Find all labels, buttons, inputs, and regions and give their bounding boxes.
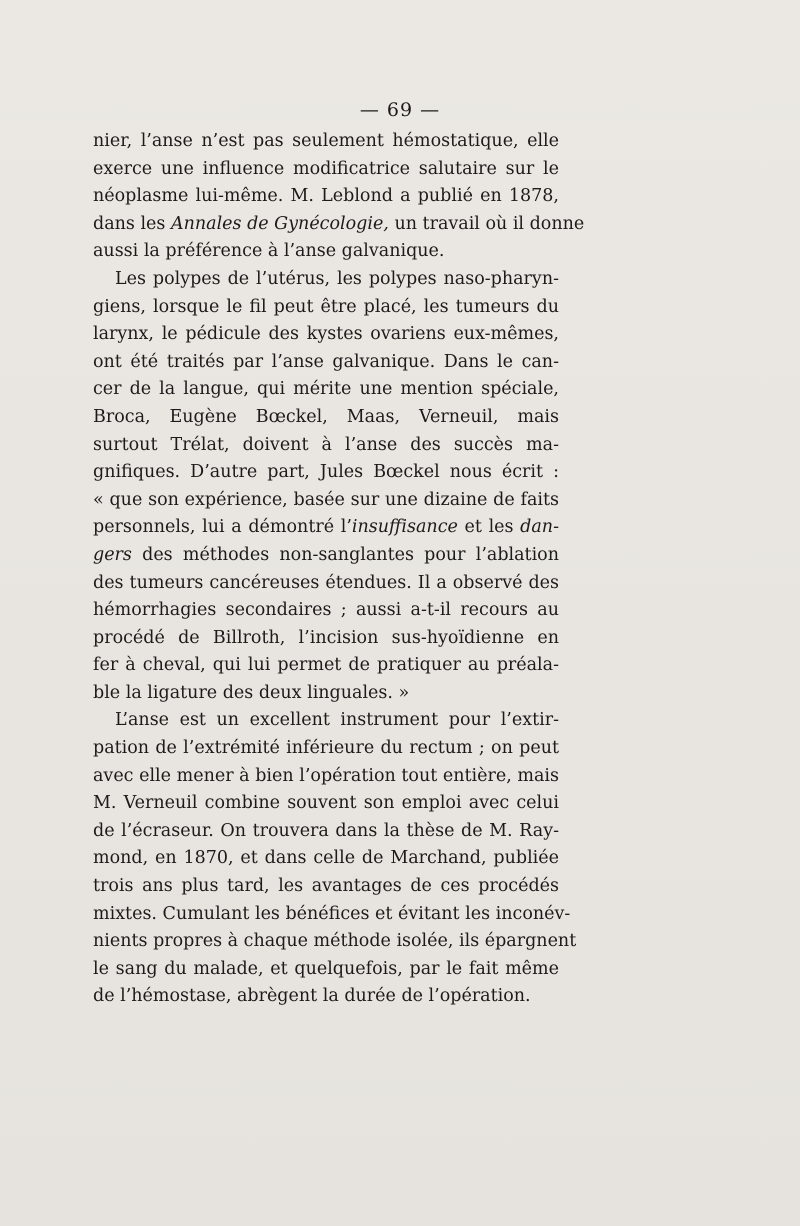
text-segment: de l’écraseur. On trouvera dans la thèse de M. Ray- [93, 820, 559, 841]
text-segment: ble la ligature des deux linguales. » [93, 682, 410, 703]
text-line [93, 349, 559, 377]
text-line [93, 570, 559, 598]
text-line [93, 680, 559, 708]
text-line [93, 845, 559, 873]
text-line [93, 707, 559, 735]
text-segment: mixtes. Cumulant les bénéfices et évitant les inconév- [93, 903, 571, 924]
text-line [93, 901, 571, 929]
paragraph [93, 128, 585, 266]
text-segment: nients propres à chaque méthode isolée, ils épargnent [93, 931, 577, 952]
text-line [93, 763, 559, 791]
text-segment: des tumeurs cancéreuses étendues. Il a observé des [93, 572, 559, 593]
text-segment: un travail où il donne [388, 213, 585, 234]
text-line [93, 211, 585, 239]
body-text [93, 128, 585, 1011]
text-segment: le sang du malade, et quelquefois, par le fait même [93, 958, 559, 979]
text-line [93, 597, 559, 625]
text-line [93, 459, 559, 487]
text-segment: surtout Trélat, doivent à l’anse des succès ma- [93, 434, 559, 455]
italic-segment: gers [93, 544, 132, 565]
italic-segment: insuffisance [351, 517, 458, 538]
text-line [93, 818, 559, 846]
text-segment: néoplasme lui-même. M. Leblond a publié en 1878, [93, 186, 559, 207]
text-segment: fer à cheval, qui lui permet de pratiquer au préala- [93, 655, 559, 676]
text-line [93, 542, 559, 570]
text-segment: hémorrhagies secondaires ; aussi a-t-il recours au [93, 600, 559, 621]
text-line [93, 404, 559, 432]
text-line [93, 432, 559, 460]
italic-segment: dan- [520, 517, 559, 538]
paragraph [93, 707, 577, 1011]
text-segment: L’anse est un excellent instrument pour l’extir- [115, 710, 559, 731]
text-line [93, 928, 577, 956]
text-line [93, 487, 559, 515]
text-segment: personnels, lui a démontré l’ [93, 517, 352, 538]
text-segment: M. Verneuil combine souvent son emploi avec celui [93, 793, 559, 814]
text-line [93, 156, 559, 184]
italic-segment: Annales de Gynécologie, [170, 213, 389, 234]
text-segment: et les [457, 517, 521, 538]
text-segment: « que son expérience, basée sur une dizaine de faits [93, 489, 559, 510]
text-segment: exerce une influence modificatrice salutaire sur le [93, 158, 559, 179]
text-segment: procédé de Billroth, l’incision sus-hyoïdienne en [93, 627, 559, 648]
text-segment: trois ans plus tard, les avantages de ces procédés [93, 876, 559, 897]
text-segment: nier, l’anse n’est pas seulement hémostatique, elle [93, 131, 559, 151]
text-line [93, 873, 559, 901]
text-line [93, 983, 559, 1011]
text-line [93, 956, 559, 984]
text-segment: mond, en 1870, et dans celle de Marchand, publiée [93, 848, 559, 869]
text-segment: des méthodes non-sanglantes pour l’ablation [131, 544, 559, 565]
text-line [93, 266, 559, 294]
text-line [93, 128, 559, 156]
text-segment: avec elle mener à bien l’opération tout entière, mais [93, 765, 559, 786]
text-line [93, 376, 559, 404]
text-segment: Broca, Eugène Bœckel, Maas, Verneuil, mais [93, 406, 559, 427]
text-segment: giens, lorsque le fil peut être placé, les tumeurs du [93, 296, 559, 317]
text-line [93, 514, 559, 542]
text-segment: dans les [93, 213, 171, 234]
text-segment: ont été traités par l’anse galvanique. Dans le can- [93, 351, 559, 372]
text-line [93, 735, 559, 763]
text-line [93, 183, 559, 211]
text-segment: aussi la préférence à l’anse galvanique. [93, 241, 445, 262]
text-segment: larynx, le pédicule des kystes ovariens eux-mêmes, [93, 324, 559, 345]
text-segment: de l’hémostase, abrègent la durée de l’opération. [93, 986, 531, 1007]
text-line [93, 321, 559, 349]
page-number: — 69 — [359, 99, 441, 121]
text-line [93, 294, 559, 322]
text-line [93, 652, 559, 680]
text-line [93, 625, 559, 653]
text-segment: Les polypes de l’utérus, les polypes naso-pharyn- [115, 268, 559, 289]
text-line [93, 790, 559, 818]
text-line [93, 238, 559, 266]
text-segment: gnifiques. D’autre part, Jules Bœckel nous écrit : [93, 462, 559, 483]
text-segment: pation de l’extrémité inférieure du rectum ; on peut [93, 738, 559, 759]
paragraph [93, 266, 559, 708]
text-segment: cer de la langue, qui mérite une mention spéciale, [93, 379, 559, 400]
